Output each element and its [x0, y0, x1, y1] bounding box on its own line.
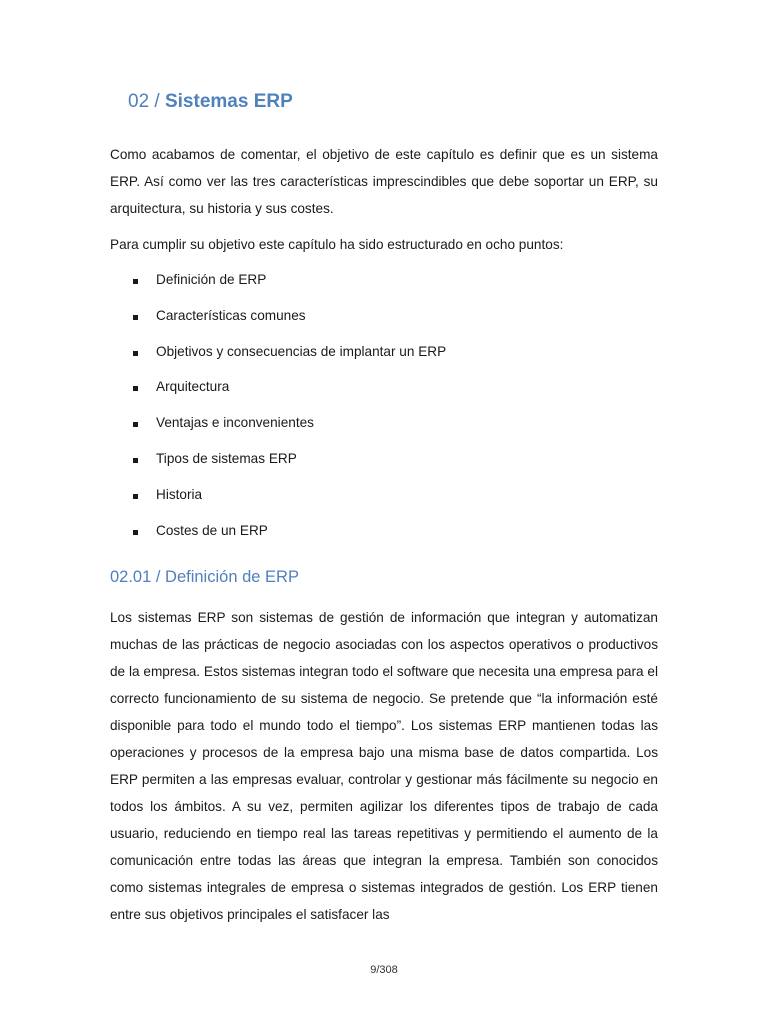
list-item-label: Características comunes — [156, 308, 306, 323]
bullet-square-icon — [133, 422, 138, 427]
bullet-square-icon — [133, 386, 138, 391]
page-number: 9/308 — [370, 964, 398, 976]
chapter-number: 02 / — [128, 91, 165, 112]
list-item-label: Ventajas e inconvenientes — [156, 415, 314, 430]
bullet-square-icon — [133, 530, 138, 535]
bullet-square-icon — [133, 279, 138, 284]
definition-paragraph: Los sistemas ERP son sistemas de gestión de información que integran y automatizan muchas de las prácticas de negocio asociadas con los aspectos operativos o productivos de la empresa. Estos sistemas integran todo el software que necesita una empresa para el correcto funcionamiento de su sistema de negocio. Se pretende que “la información esté disponible para todo el mundo todo el tiempo”. Los sistemas ERP mantienen todas las operaciones y procesos de la empresa bajo una misma base de datos compartida. Los ERP permiten a las empresas evaluar, controlar y gestionar más fácilmente su negocio en todos los ámbitos. A su vez, permiten agilizar los diferentes tipos de trabajo de cada usuario, reduciendo en tiempo real las tareas repetitivas y permitiendo el aumento de la comunicación entre todas las áreas que integran la empresa. También son conocidos como sistemas integrales de empresa o sistemas integrados de gestión. Los ERP tienen entre sus objetivos principales el satisfacer las — [110, 610, 658, 922]
bullet-square-icon — [133, 315, 138, 320]
list-item-label: Definición de ERP — [156, 272, 267, 287]
intro-paragraph: Como acabamos de comentar, el objetivo de este capítulo es definir que es un sistema ERP. Así como ver las tres características imprescindibles que debe soportar un ERP, su arquitectura, su historia y sus costes. — [110, 147, 658, 216]
section-heading: 02.01 / Definición de ERP — [110, 568, 299, 586]
chapter-title: Sistemas ERP — [164, 91, 293, 112]
bullet-square-icon — [133, 494, 138, 499]
list-item-label: Costes de un ERP — [156, 523, 268, 538]
list-item-label: Arquitectura — [156, 379, 230, 394]
list-item-label: Objetivos y consecuencias de implantar un ERP — [156, 344, 447, 359]
structure-paragraph: Para cumplir su objetivo este capítulo ha sido estructurado en ocho puntos: — [110, 237, 564, 252]
bullet-square-icon — [133, 351, 138, 356]
list-item-label: Historia — [156, 487, 203, 502]
chapter-heading — [128, 91, 293, 113]
bullet-square-icon — [133, 458, 138, 463]
list-item-label: Tipos de sistemas ERP — [156, 451, 297, 466]
